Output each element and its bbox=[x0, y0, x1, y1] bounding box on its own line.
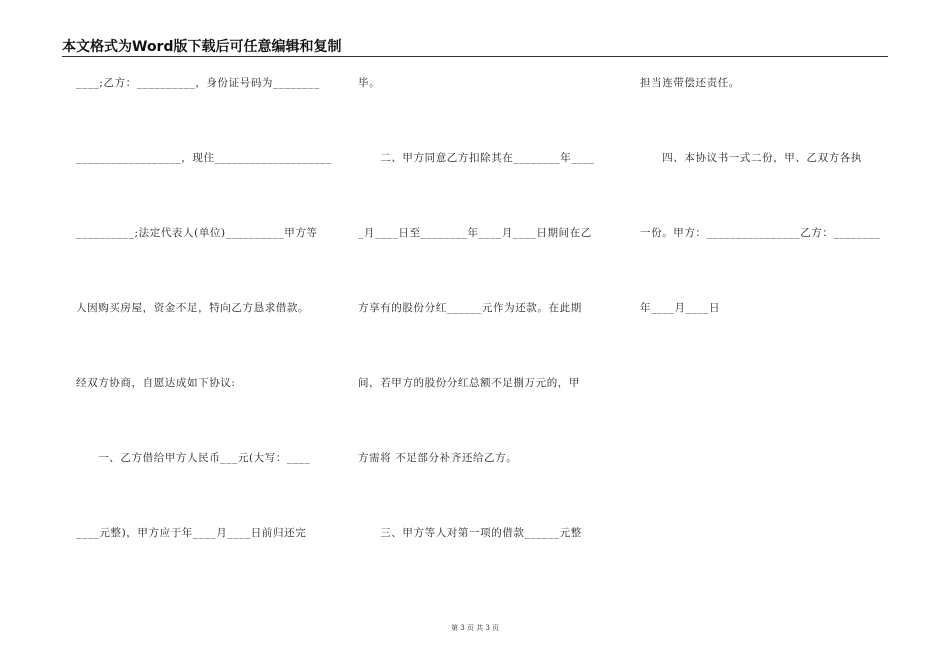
page-header bbox=[62, 34, 888, 57]
text-line: __________________，现住____________________ bbox=[76, 152, 332, 164]
text-line: 四、本协议书一式二份，甲、乙双方各执 bbox=[640, 152, 862, 164]
text-line: 方享有的股份分红______元作为还款。在此期 bbox=[358, 302, 582, 314]
text-line: 一份。甲方：________________乙方：________ bbox=[640, 227, 881, 239]
text-line: 二、甲方同意乙方扣除其在________年____ bbox=[358, 152, 595, 164]
text-line: ____元整)，甲方应于年____月____日前归还完 bbox=[76, 527, 307, 539]
text-line: 担当连带偿还责任。 bbox=[640, 77, 740, 89]
text-line: _月____日至________年____月____日期间在乙 bbox=[358, 227, 592, 239]
text-line: 间，若甲方的股份分红总额不足捌万元的，甲 bbox=[358, 377, 580, 389]
text-line: 三、甲方等人对第一项的借款______元整 bbox=[358, 527, 582, 539]
text-line: 经双方协商，自愿达成如下协议: bbox=[76, 377, 236, 389]
text-line: 方需将 不足部分补齐还给乙方。 bbox=[358, 452, 518, 464]
header-title: 本文格式为Word版下载后可任意编辑和复制 bbox=[62, 39, 342, 55]
text-line: 一、乙方借给甲方人民币___元(大写：____ bbox=[76, 452, 311, 464]
page-number-footer: 第 3 页 共 3 页 bbox=[450, 624, 500, 632]
text-line: ____;乙方：__________，身份证号码为________ bbox=[76, 77, 320, 89]
text-line: 年____月____日 bbox=[640, 302, 721, 314]
text-line: 毕。 bbox=[358, 77, 381, 89]
text-line: 人因购买房屋，资金不足，特向乙方恳求借款。 bbox=[76, 302, 310, 314]
text-line: __________;法定代表人(单位)__________甲方等 bbox=[76, 227, 318, 239]
